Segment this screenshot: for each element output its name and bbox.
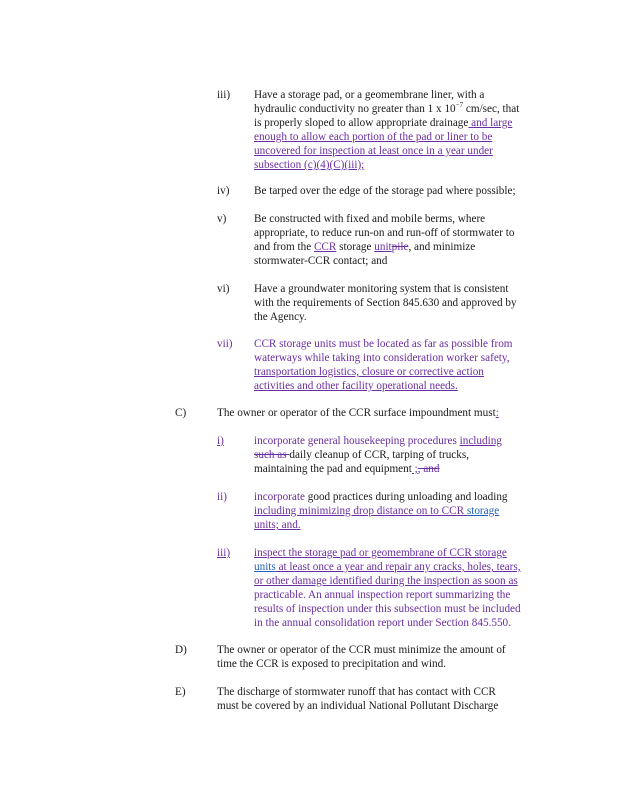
deleted-text: , and <box>417 463 440 475</box>
inserted-text: unit <box>374 241 392 253</box>
inserted-text: subsection (c)(4)(C)(iii); <box>254 159 365 171</box>
inserted-text: CCR <box>313 241 337 253</box>
item-text: Have a groundwater monitoring system that is consistent with the requirements of Section 845.630 and approved by the Agency. <box>254 283 517 323</box>
section-text: The owner or operator of the CCR surface impoundment must: <box>217 407 499 419</box>
inserted-text: units <box>254 561 276 573</box>
inserted-text: including <box>459 435 502 447</box>
item-text: incorporate general housekeeping procedures including such as daily cleanup of CCR, tarping of trucks, maintaining the pad and equipment ;, and <box>254 435 502 475</box>
item-label: vi) <box>217 283 230 295</box>
item-text: Be tarped over the edge of the storage pad where possible; <box>254 185 516 197</box>
deleted-text: such as <box>254 449 290 461</box>
item-label: iii) <box>217 547 231 559</box>
section-text: The discharge of stormwater runoff that has contact with CCR must be covered by an individual National Pollutant Discharge <box>217 686 499 712</box>
item-text: Have a storage pad, or a geomembrane liner, with a hydraulic conductivity no greater than 1 x $10^{-7}$ cm/sec, that is properly sloped to allow appropriate drainage and large enough to allow each portion of the pad or liner to be uncovered for inspection at least once in a year under subsection (c)(4)(C)(iii); <box>254 89 520 171</box>
inserted-text: including minimizing drop distance on to CCR <box>254 505 467 517</box>
inserted-text: transportation logistics, closure or corrective action <box>254 366 484 378</box>
section-label: D) <box>175 644 187 656</box>
item-text: incorporate good practices during unloading and loading including minimizing drop distance on to CCR storage units; and. <box>254 491 508 531</box>
section-text: The owner or operator of the CCR must minimize the amount of time the CCR is exposed to precipitation and wind. <box>217 644 506 670</box>
inserted-text: ; <box>411 463 418 475</box>
item-label: i) <box>217 435 224 447</box>
deleted-text: pile <box>391 241 409 253</box>
inserted-text: inspect the storage pad or geomembrane of CCR storage <box>254 547 507 559</box>
item-text: CCR storage units must be located as far as possible from waterways while taking into consideration worker safety, transportation logistics, closure or corrective action activities and other facility operational needs. <box>254 338 513 392</box>
item-text: Be constructed with fixed and mobile berms, where appropriate, to reduce run-on and run-off of stormwater to and from the CCR storage unitpile, and minimize stormwater-CCR contact; and <box>254 213 515 267</box>
section-label: E) <box>175 686 186 698</box>
item-label: v) <box>217 213 227 225</box>
section-label: C) <box>175 407 187 419</box>
inserted-text: uncovered for inspection at least once in a year under <box>254 145 493 157</box>
inserted-text: enough to allow each portion of the pad or liner to be <box>254 131 493 143</box>
inserted-text: and large <box>468 117 513 129</box>
item-label: iv) <box>217 185 230 197</box>
item-label: ii) <box>217 491 227 503</box>
inserted-text: units; and. <box>254 519 301 531</box>
inserted-text: activities and other facility operational needs. <box>254 380 458 392</box>
item-text: inspect the storage pad or geomembrane of CCR storage units at least once a year and repair any cracks, holes, tears, or other damage identified during the inspection as soon as practicable. An annual inspection report summarizing the results of inspection under this subsection must be included in the annual consolidation report under Section 845.550. <box>254 547 521 629</box>
item-label: iii) <box>217 89 231 101</box>
inserted-text: storage <box>466 505 500 517</box>
item-label: vii) <box>217 338 233 350</box>
inserted-text: : <box>495 407 499 419</box>
inserted-text: at least once a year and repair any cracks, holes, tears, <box>275 561 521 573</box>
inserted-text: or other damage identified during the inspection as soon as <box>254 575 518 587</box>
